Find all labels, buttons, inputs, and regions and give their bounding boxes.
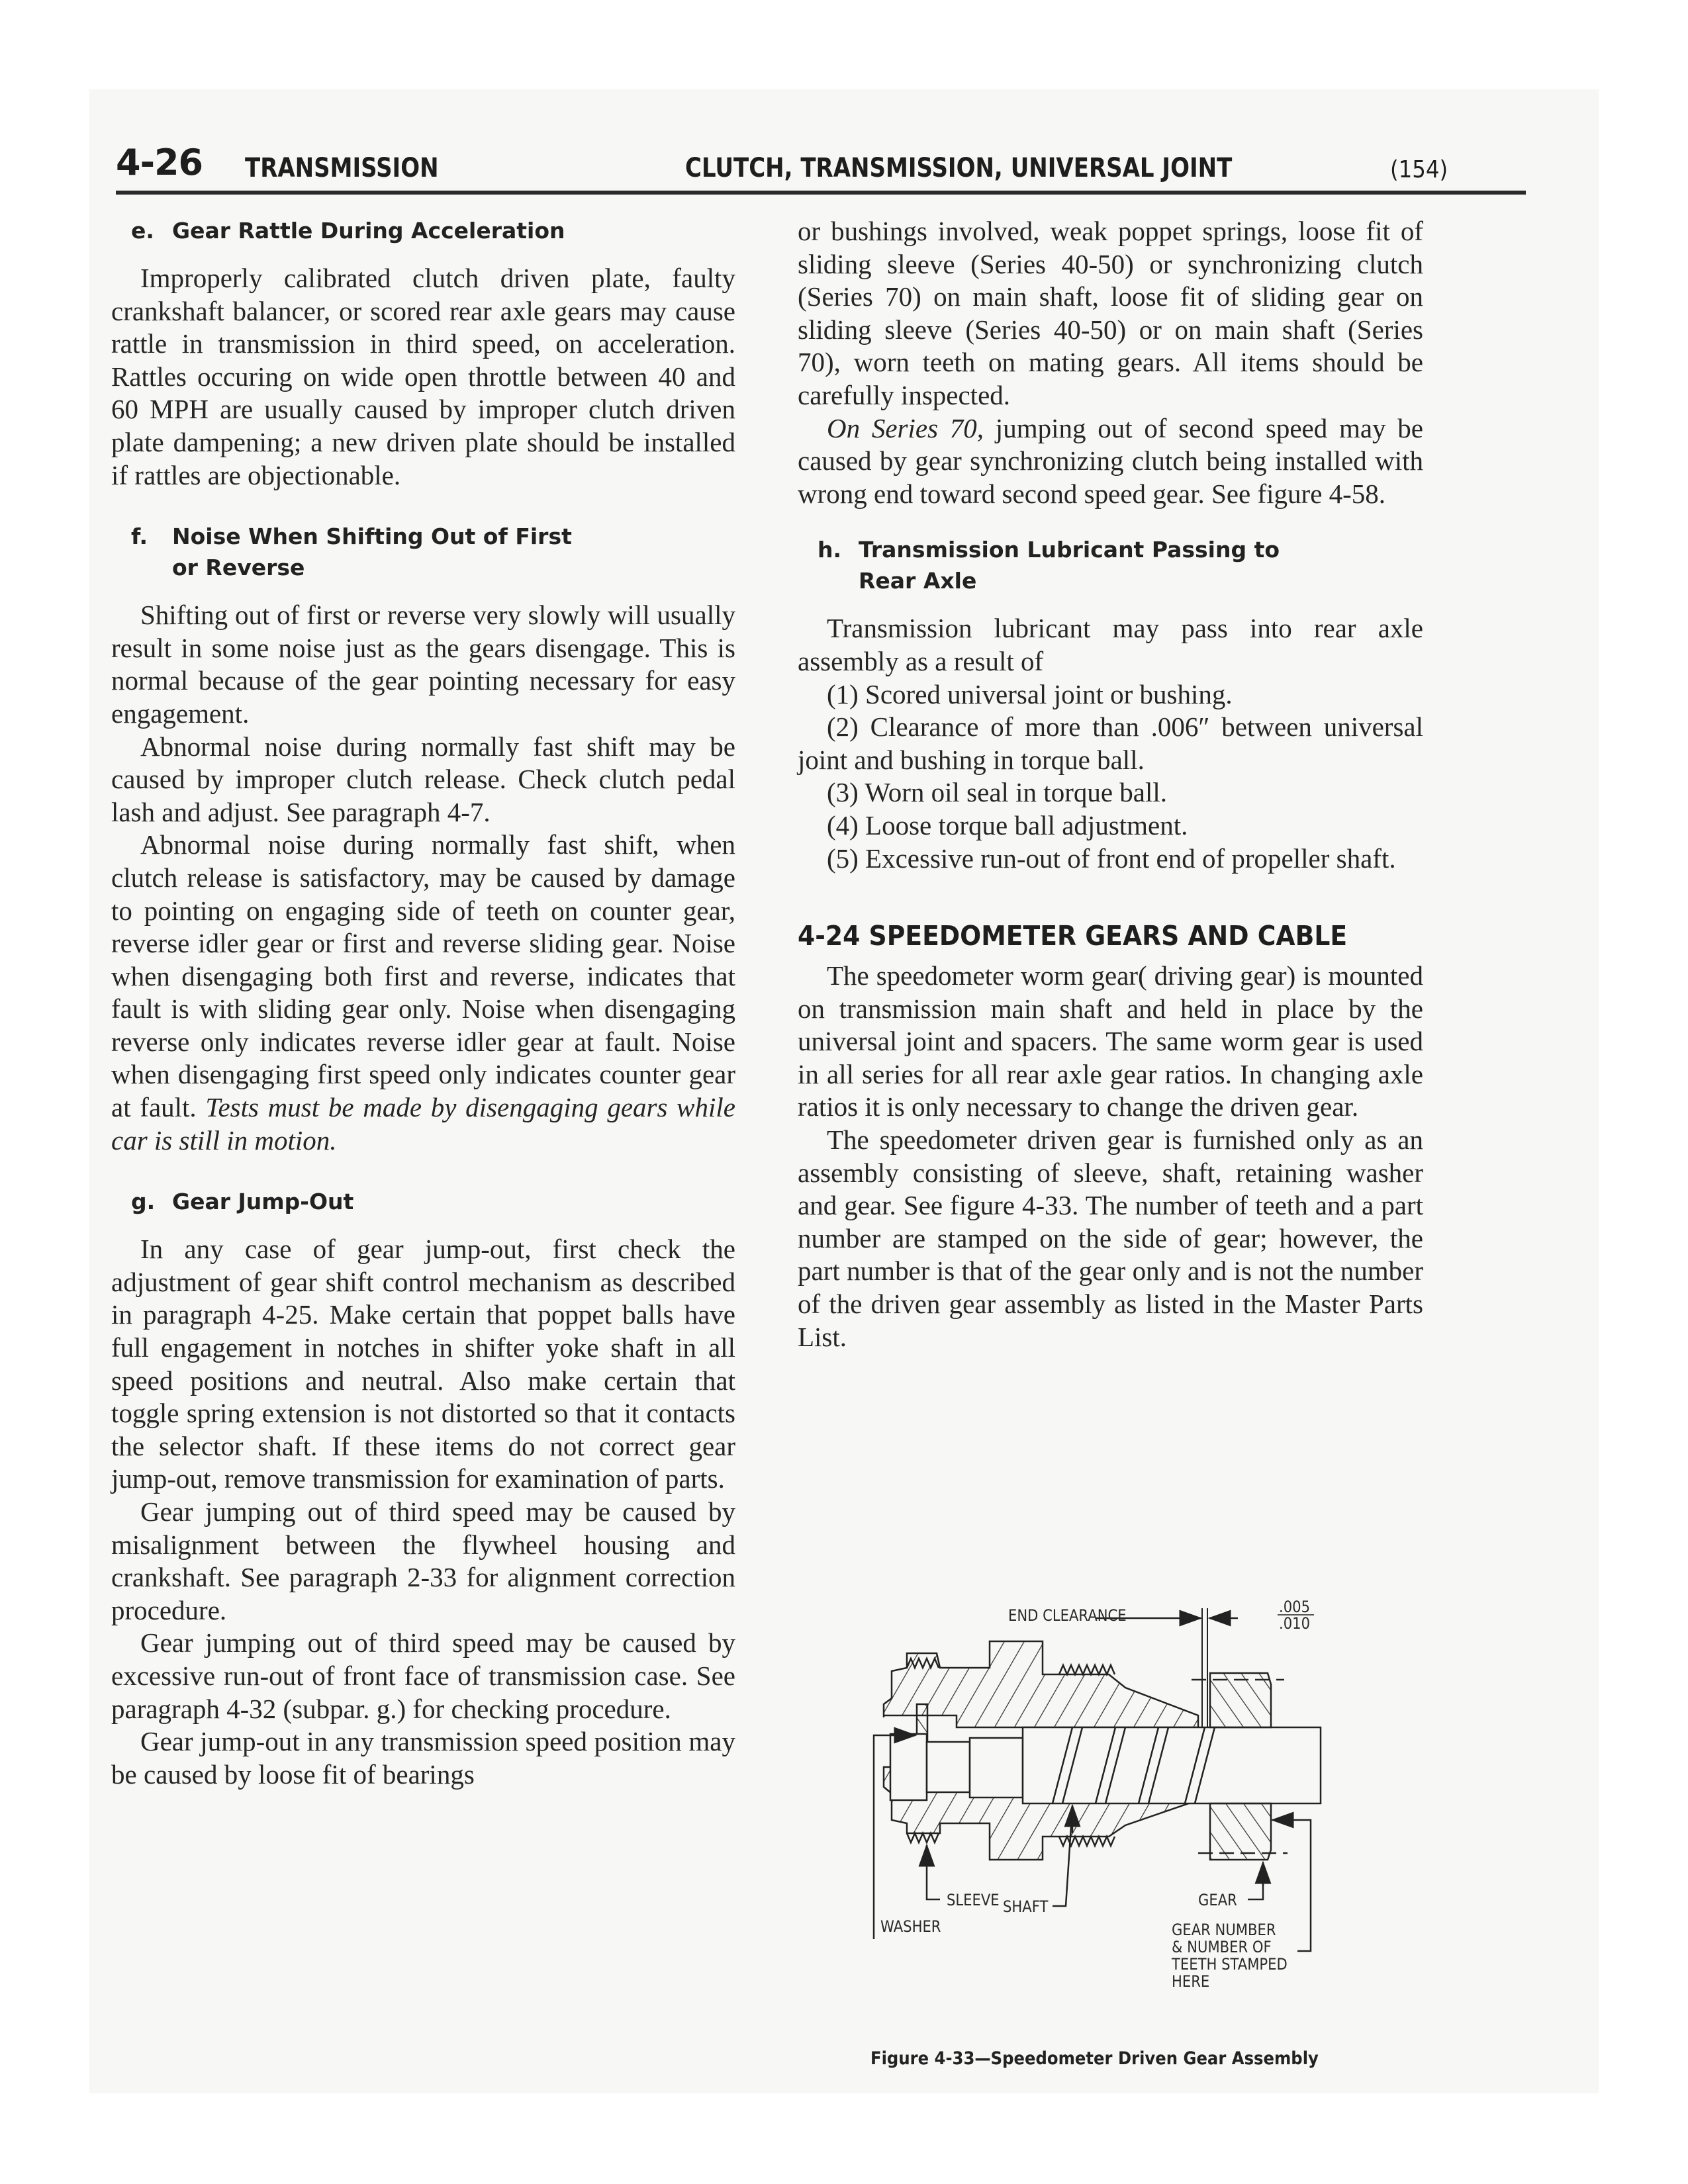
- list-item: (2) Clearance of more than .006″ between universal joint and bushing in torque ball.: [798, 711, 1423, 775]
- gear-label: GEAR: [1198, 1891, 1237, 1909]
- gear-number-note-line2: & NUMBER OF: [1172, 1938, 1272, 1956]
- italic-note: Tests must be made by disengaging gears while car is still in motion.: [111, 1092, 735, 1156]
- list-item: (4) Loose torque ball adjustment.: [827, 809, 1188, 841]
- clearance-min-value: .005: [1279, 1598, 1311, 1616]
- list-item: (1) Scored universal joint or bushing.: [827, 678, 1233, 709]
- paragraph: Abnormal noise during normally fast shift, when clutch release is satisfactory, may be caused by damage to pointing on engaging side of teeth on counter gear, reverse idler gear or first and reverse sliding gear. Noise when disengaging both first and reverse, indicates that fault is with sliding gear only. Noise when disengaging reverse only indicates reverse idler gear at fault. Noise when disengaging first speed only indicates counter gear at fault. Tests must be made by disengaging gears while car is still in motion.: [111, 829, 735, 1156]
- section-title: CLUTCH, TRANSMISSION, UNIVERSAL JOINT: [685, 153, 1233, 183]
- subsection-title: Gear Rattle During Acceleration: [172, 218, 565, 244]
- sleeve-label: SLEEVE: [947, 1891, 1000, 1909]
- paragraph: The speedometer worm gear( driving gear) is mounted on transmission main shaft and held in place by the universal joint and spacers. The same worm gear is used in all series for all rear axle gear ratios. In changing axle ratios it is only necessary to change the driven gear.: [798, 960, 1423, 1122]
- paragraph: Transmission lubricant may pass into rear axle assembly as a result of: [798, 613, 1423, 676]
- paragraph: Improperly calibrated clutch driven plate, faulty crankshaft balancer, or scored rear axle gears may cause rattle in transmission in third speed, on acceleration. Rattles occuring on wide open throttle between 40 and 60 MPH are usually caused by improper clutch driven plate dampening; a new driven plate should be installed if rattles are objectionable.: [111, 263, 735, 490]
- paragraph: Abnormal noise during normally fast shift may be caused by improper clutch release. Check clutch pedal lash and adjust. See paragraph 4-7.: [111, 731, 735, 827]
- chapter-title: TRANSMISSION: [245, 153, 439, 183]
- subsection-h-heading: [798, 534, 1423, 596]
- subsection-title: Noise When Shifting Out of First: [172, 523, 572, 550]
- subsection-g-heading: [111, 1186, 735, 1217]
- paragraph: The speedometer driven gear is furnished only as an assembly consisting of sleeve, shaft, retaining washer and gear. See figure 4-33. The number of teeth and a part number are stamped on the side of gear; however, the part number is that of the gear only and is not the number of the driven gear assembly as listed in the Master Parts List.: [798, 1124, 1423, 1352]
- paragraph-continued: or bushings involved, weak poppet springs, loose fit of sliding sleeve (Series 40-50) or synchronizing clutch (Series 70) on main shaft, loose fit of sliding gear on sliding sleeve (Series 40-50) or on main shaft (Series 70), worn teeth on mating gears. All items should be carefully inspected.: [798, 216, 1423, 410]
- clearance-max-value: .010: [1279, 1614, 1311, 1633]
- paragraph: Gear jumping out of third speed may be caused by excessive run-out of front face of transmission case. See paragraph 4-32 (subpar. g.) for checking procedure.: [111, 1627, 735, 1724]
- subsection-letter: g.: [131, 1189, 156, 1215]
- paragraph: Shifting out of first or reverse very slowly will usually result in some noise just as the gears disengage. This is normal because of the gear pointing necessary for easy engagement.: [111, 600, 735, 729]
- subsection-title: Transmission Lubricant Passing to: [859, 537, 1280, 563]
- figure-caption: Figure 4-33—Speedometer Driven Gear Assembly: [870, 2048, 1319, 2069]
- speedometer-gear-assembly-drawing: [847, 1569, 1443, 2032]
- subsection-title-cont: or Reverse: [172, 555, 305, 581]
- washer-label: WASHER: [880, 1917, 941, 1936]
- subsection-letter: h.: [818, 537, 842, 563]
- subsection-title-cont: Rear Axle: [859, 568, 977, 594]
- sheet-number: (154): [1390, 156, 1448, 183]
- paragraph: Gear jump-out in any transmission speed position may be caused by loose fit of bearings: [111, 1726, 735, 1790]
- end-clearance-label: END CLEARANCE: [1008, 1606, 1127, 1625]
- gear-number-note-line1: GEAR NUMBER: [1172, 1921, 1276, 1939]
- list-item: (3) Worn oil seal in torque ball.: [827, 777, 1168, 808]
- figure-4-33-diagram: [847, 1569, 1443, 2032]
- subsection-f-heading: [111, 521, 735, 583]
- right-column: [798, 215, 1423, 1353]
- section-heading-4-24: 4-24 SPEEDOMETER GEARS AND CABLE: [798, 920, 1348, 952]
- gear-number-note-line3: TEETH STAMPED: [1172, 1955, 1288, 1974]
- page-number: 4-26: [116, 142, 203, 183]
- scanned-page: [89, 89, 1599, 2093]
- paragraph: In any case of gear jump-out, first check the adjustment of gear shift control mechanism as described in paragraph 4-25. Make certain that poppet balls have full engagement in notches in shifter yoke shaft in all speed positions and neutral. Also make certain that toggle spring extension is not distorted so that it contacts the selector shaft. If these items do not correct gear jump-out, remove transmission for examination of parts.: [111, 1234, 735, 1494]
- page-header: [116, 142, 1526, 189]
- gear-number-note-line4: HERE: [1172, 1972, 1210, 1991]
- list-item: (5) Excessive run-out of front end of propeller shaft.: [827, 842, 1396, 874]
- subsection-letter: e.: [131, 218, 154, 244]
- header-rule: [116, 191, 1526, 195]
- shaft-label: SHAFT: [1003, 1897, 1049, 1916]
- subsection-title: Gear Jump-Out: [172, 1189, 354, 1215]
- paragraph: On Series 70, jumping out of second speed may be caused by gear synchronizing clutch being installed with wrong end toward second speed gear. See figure 4-58.: [798, 412, 1423, 509]
- italic-lead: On Series 70,: [827, 412, 984, 443]
- left-column: [111, 215, 735, 1791]
- paragraph: Gear jumping out of third speed may be caused by misalignment between the flywheel housing and crankshaft. See paragraph 2-33 for alignment correction procedure.: [111, 1496, 735, 1625]
- subsection-letter: f.: [131, 523, 148, 550]
- subsection-e-heading: [111, 215, 735, 246]
